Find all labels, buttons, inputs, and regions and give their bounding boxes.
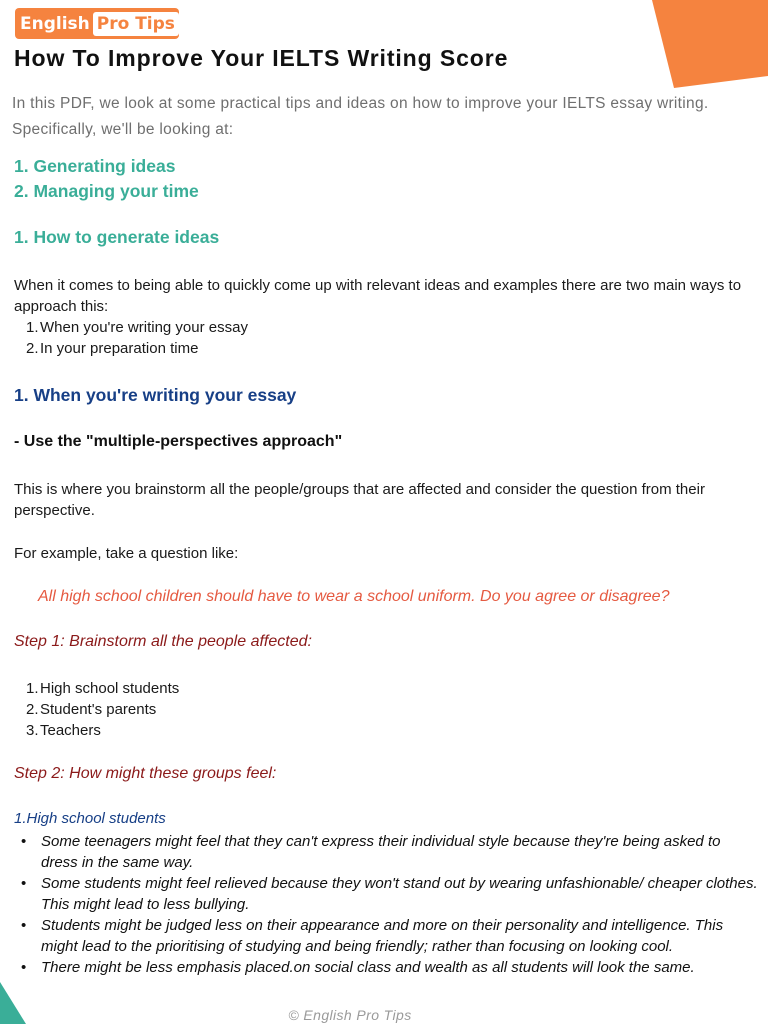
step2-heading: Step 2: How might these groups feel: <box>14 765 277 782</box>
example-intro: For example, take a question like: <box>14 545 239 562</box>
example-question: All high school children should have to wear a school uniform. Do you agree or disagree? <box>38 588 670 605</box>
logo-text-pro-tips: Pro Tips <box>93 12 179 36</box>
list-item: • There might be less emphasis placed.on social class and wealth as all students will look the same. <box>21 959 695 976</box>
approach-list <box>14 317 614 359</box>
list-item: • Some teenagers might feel that they can't express their individual style because they're being asked to dress in the same way. <box>21 833 721 871</box>
toc-item: 1. Generating ideas <box>14 156 176 176</box>
subheading: 1. When you're writing your essay <box>14 385 297 405</box>
groups-list <box>14 678 614 741</box>
list-item: • Students might be judged less on their appearance and more on their personality and intelligence. This might lead to the prioritising of studying and being friendly; rather than focusing on looking cool. <box>21 917 724 955</box>
page-title: How To Improve Your IELTS Writing Score <box>14 45 509 71</box>
footer-copyright: © English Pro Tips <box>288 1007 412 1023</box>
list-item: 1. High school students <box>26 680 180 697</box>
intro-paragraph: In this PDF, we look at some practical tips and ideas on how to improve your IELTS essay writing. Specifically, we'll be looking at: <box>12 95 709 138</box>
list-item: 2. In your preparation time <box>26 340 199 357</box>
group1-label: 1.High school students <box>14 810 166 827</box>
group1-points <box>18 831 758 978</box>
step1-heading: Step 1: Brainstorm all the people affected: <box>14 633 312 650</box>
section-intro: When it comes to being able to quickly come up with relevant ideas and examples there are two main ways to approach this: <box>14 277 742 315</box>
brand-logo <box>15 8 179 39</box>
method-heading: - Use the "multiple-perspectives approach" <box>14 433 343 450</box>
list-item: • Some students might feel relieved because they won't stand out by wearing unfashionable/ cheaper clothes. This might lead to less bullying. <box>21 875 758 913</box>
table-of-contents <box>14 154 199 204</box>
toc-item: 2. Managing your time <box>14 181 199 201</box>
logo-text-english: English <box>20 13 90 34</box>
list-item: 1. When you're writing your essay <box>26 319 248 336</box>
section-heading: 1. How to generate ideas <box>14 227 220 247</box>
corner-decoration <box>652 0 768 88</box>
list-item: 3. Teachers <box>26 722 101 739</box>
list-item: 2. Student's parents <box>26 701 157 718</box>
method-description: This is where you brainstorm all the people/groups that are affected and consider the question from their perspective. <box>14 481 705 519</box>
